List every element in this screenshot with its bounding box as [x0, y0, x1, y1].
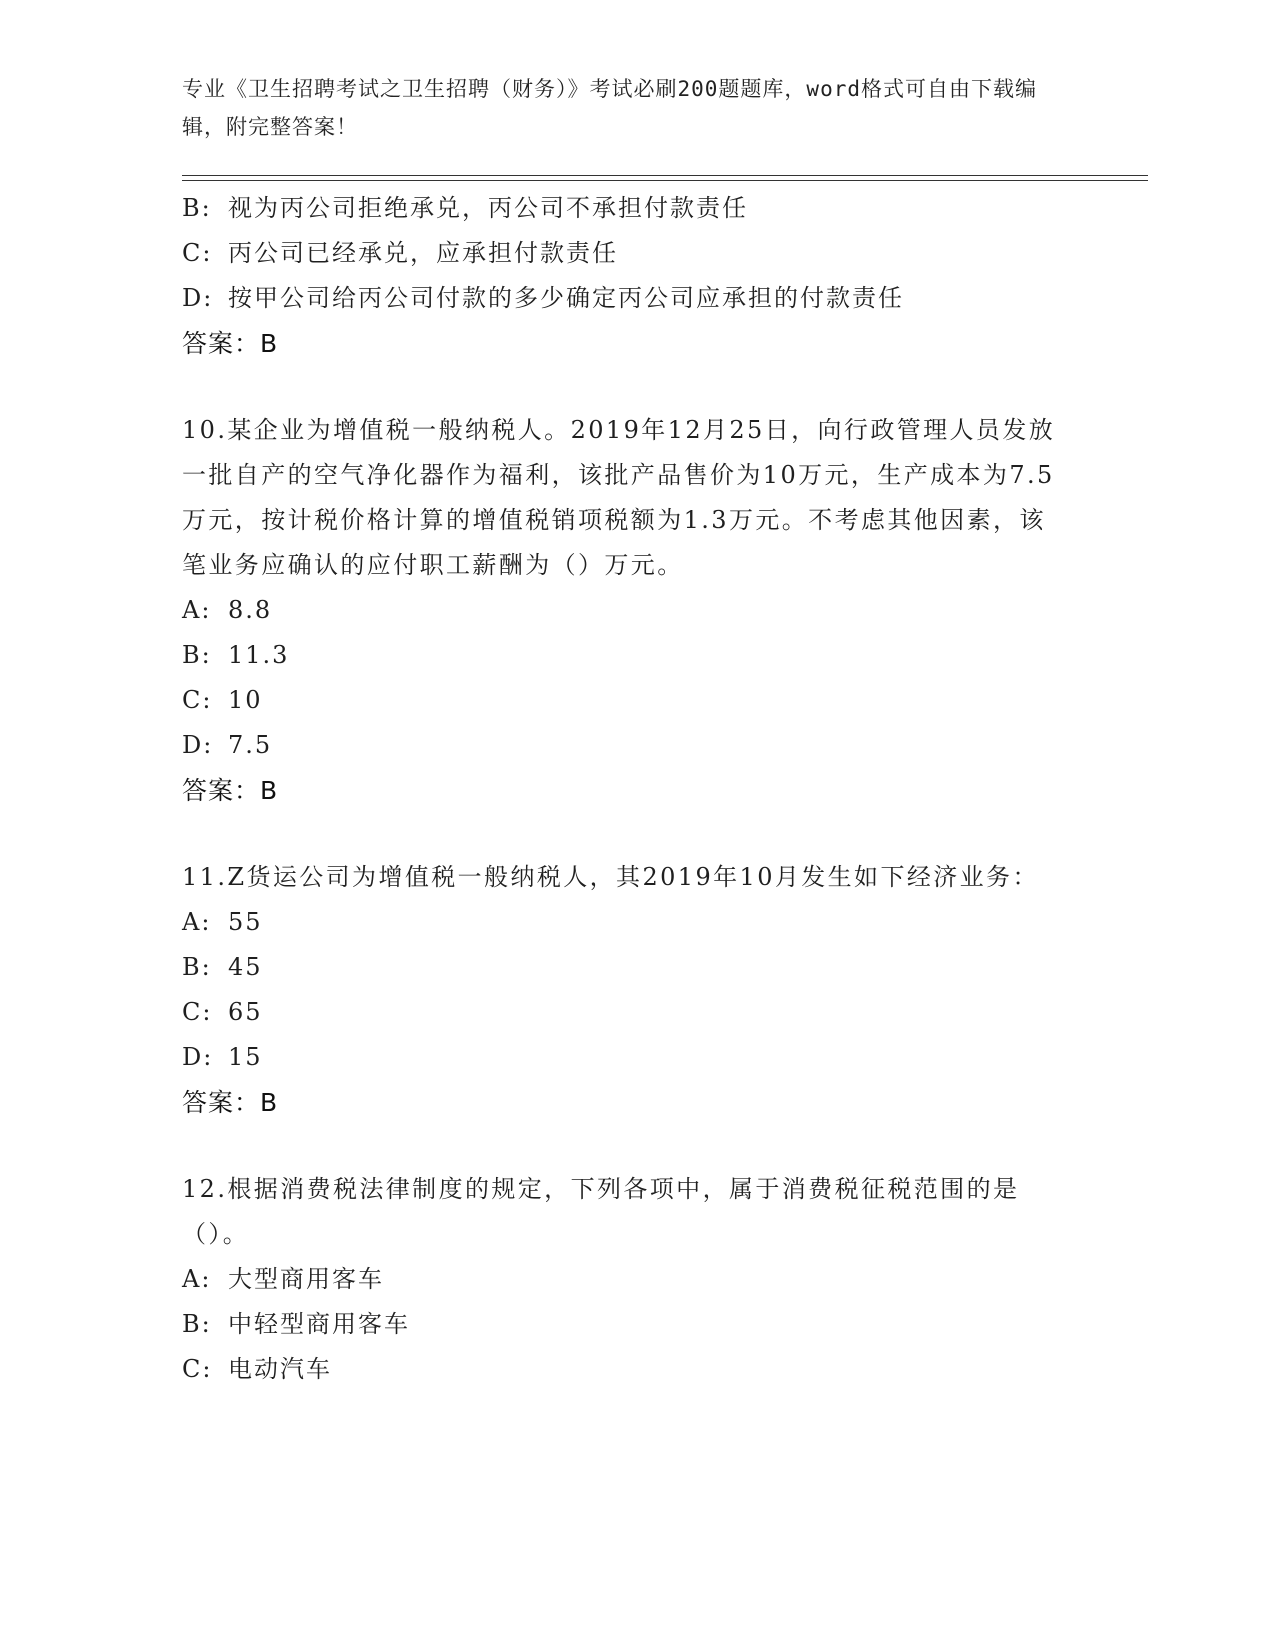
option-b: B: 视为丙公司拒绝承兑，丙公司不承担付款责任	[182, 194, 748, 222]
answer: 答案：B	[182, 329, 279, 358]
option-b: B: 45	[182, 953, 263, 981]
question-stem: 10.某企业为增值税一般纳税人。2019年12月25日，向行政管理人员发放一批自产的空气净化器作为福利，该批产品售价为10万元，生产成本为7.5万元，按计税价格计算的增值税销项税额为1.3万元。不考虑其他因素，该笔业务应确认的应付职工薪酬为（）万元。	[182, 416, 1056, 579]
header-rule-top	[182, 175, 1148, 176]
option-b: B: 11.3	[182, 641, 290, 669]
question-11	[182, 855, 1082, 1125]
option-a: A: 大型商用客车	[182, 1265, 384, 1293]
option-a: A: 8.8	[182, 596, 273, 624]
question-10	[182, 408, 1082, 813]
header-rule-bottom	[182, 180, 1148, 181]
question-stem: 11.Z货运公司为增值税一般纳税人，其2019年10月发生如下经济业务：	[182, 863, 1039, 891]
document-content	[182, 186, 1082, 1392]
option-c: C: 65	[182, 998, 263, 1026]
option-a: A: 55	[182, 908, 263, 936]
option-d: D: 按甲公司给丙公司付款的多少确定丙公司应承担的付款责任	[182, 284, 904, 312]
question-stem: 12.根据消费税法律制度的规定，下列各项中，属于消费税征税范围的是（）。	[182, 1175, 1020, 1248]
option-d: D: 7.5	[182, 731, 273, 759]
option-c: C: 丙公司已经承兑，应承担付款责任	[182, 239, 618, 267]
option-b: B: 中轻型商用客车	[182, 1310, 410, 1338]
option-c: C: 电动汽车	[182, 1355, 332, 1383]
answer: 答案：B	[182, 776, 279, 805]
document-header: 专业《卫生招聘考试之卫生招聘（财务）》考试必刷200题题库，word格式可自由下载编辑，附完整答案！	[182, 77, 1037, 139]
option-d: D: 15	[182, 1043, 263, 1071]
question-12	[182, 1167, 1082, 1392]
option-c: C: 10	[182, 686, 263, 714]
question-9-tail	[182, 186, 1082, 366]
answer: 答案：B	[182, 1088, 279, 1117]
